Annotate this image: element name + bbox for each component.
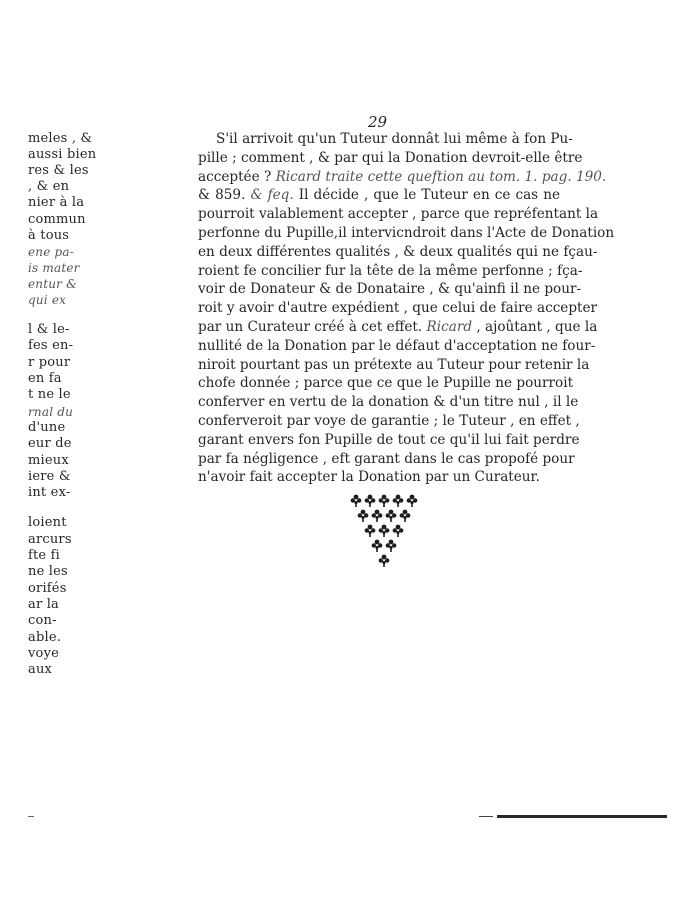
margin-fragment: rnal du	[28, 404, 74, 419]
bottom-rule	[497, 815, 667, 818]
fleuron-mark	[351, 495, 362, 507]
italic-reference: Ricard	[426, 318, 473, 335]
fleuron-mark	[407, 495, 418, 507]
margin-fragment: r pour	[28, 354, 71, 370]
text-line: pille ; comment , & par qui la Donation devroit-elle être	[198, 149, 583, 166]
margin-fragment: is mater	[28, 260, 80, 275]
margin-fragment: int ex-	[28, 485, 71, 501]
fleuron-mark	[379, 525, 390, 537]
margin-fragment: ne les	[28, 564, 68, 580]
text-line: & 859. & feq. Il décide , que le Tuteur en ce cas ne	[198, 187, 560, 204]
margin-fragment: fes en-	[28, 338, 74, 354]
fleuron-mark	[400, 510, 411, 522]
fleuron-mark	[393, 495, 404, 507]
margin-fragment: meles , &	[28, 131, 93, 146]
text-line: conferveroit par voye de garantie ; le Tuteur , en effet ,	[198, 412, 580, 429]
fleuron-mark	[393, 525, 404, 537]
text-line: en deux différentes qualités , & deux qualités qui ne fçau-	[198, 243, 598, 260]
page-edge-mark	[28, 816, 34, 817]
text-line: conferver en vertu de la donation & d'un titre nul , il le	[198, 394, 579, 411]
fleuron-mark	[386, 510, 397, 522]
text-line: n'avoir fait accepter la Donation par un Curateur.	[198, 469, 540, 486]
text-line: roit y avoir d'autre expédient , que celui de faire accepter	[198, 300, 598, 317]
margin-fragment: aussi bien	[28, 147, 97, 163]
text-line: nullité de la Donation par le défaut d'acceptation ne four-	[198, 337, 596, 354]
margin-fragment: en fa	[28, 371, 62, 386]
body-paragraph	[198, 130, 615, 487]
margin-fragment: nier à la	[28, 195, 85, 211]
margin-fragment: ene pa-	[28, 244, 75, 259]
fleuron-mark	[379, 495, 390, 507]
text-line: roient fe concilier fur la tête de la même perfonne ; fça-	[198, 262, 583, 279]
text-line: voir de Donateur & de Donataire , & qu'ainfi il ne pour-	[198, 281, 582, 298]
margin-fragment: aux	[28, 662, 53, 678]
text-line: par fa négligence , eft garant dans le cas propofé pour	[198, 450, 575, 467]
margin-fragment: arcurs	[28, 531, 72, 547]
margin-fragment: orifés	[28, 580, 67, 596]
fleuron-ornament	[347, 492, 421, 572]
margin-fragment: entur &	[28, 276, 78, 291]
fleuron-mark	[372, 510, 383, 522]
margin-fragment: d'une	[28, 419, 66, 435]
italic-reference: Ricard traite cette queftion au tom. 1. pag. 190.	[275, 168, 607, 185]
margin-fragment: l & le-	[28, 322, 70, 338]
text-line: S'il arrivoit qu'un Tuteur donnât lui même à fon Pu-	[216, 131, 573, 147]
margin-fragment: à tous	[28, 227, 70, 243]
fleuron-mark	[379, 555, 390, 567]
margin-fragment: qui ex	[28, 293, 67, 307]
margin-fragment: res & les	[28, 163, 89, 179]
fleuron-mark	[358, 510, 369, 522]
page-number: 29	[368, 113, 388, 131]
text-line: garant envers fon Pupille de tout ce qu'il lui fait perdre	[198, 431, 580, 448]
margin-fragment: voye	[28, 645, 60, 661]
margin-fragment: eur de	[28, 436, 72, 452]
text-line: perfonne du Pupille,il intervicndroit dans l'Acte de Donation	[198, 224, 615, 241]
fleuron-mark	[372, 540, 383, 552]
text-line: pourroit valablement accepter , parce que repréfentant la	[198, 206, 599, 223]
fleuron-mark	[386, 540, 397, 552]
left-page-margin-fragments	[0, 0, 100, 904]
text-line: par un Curateur créé à cet effet. Ricard , ajoûtant , que la	[198, 318, 598, 335]
fleuron-mark	[365, 495, 376, 507]
text-line: chofe donnée ; parce que ce que le Pupille ne pourroit	[198, 375, 574, 392]
margin-fragment: t ne le	[28, 387, 71, 403]
margin-fragment: fte fi	[28, 548, 61, 563]
margin-fragment: ar la	[28, 596, 60, 612]
fleuron-mark	[365, 525, 376, 537]
margin-fragment: mieux	[28, 452, 69, 468]
text-line: acceptée ? Ricard traite cette queftion au tom. 1. pag. 190.	[198, 168, 607, 185]
italic-reference: & feq.	[250, 187, 294, 204]
margin-fragment: iere &	[28, 468, 71, 484]
margin-fragment: commun	[28, 211, 86, 227]
margin-fragment: con-	[28, 613, 57, 629]
margin-fragment: able.	[28, 629, 62, 645]
text-line: niroit pourtant pas un prétexte au Tuteur pour retenir la	[198, 356, 590, 373]
margin-fragment: , & en	[28, 179, 70, 195]
margin-fragment: loient	[28, 515, 67, 531]
